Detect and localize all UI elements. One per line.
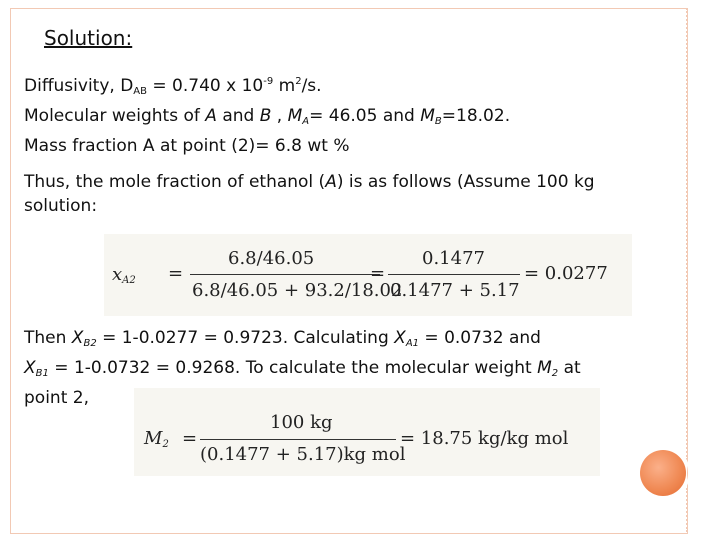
then-line-2: $X_{B1} = 1-0.0732 = 0.9268$. To calculate the molecular weight $M_2$ at [24, 358, 581, 379]
mole-fraction-equation [104, 234, 632, 316]
eq1-fraction-bar-2 [388, 274, 520, 275]
eq1-equals: = [168, 263, 184, 284]
thus-line-2: solution: [24, 196, 98, 216]
eq1-numerator-1: 6.8/46.05 [228, 248, 315, 269]
slide-title: Solution: [44, 26, 133, 50]
eq2-equals: = [182, 428, 198, 449]
eq1-lhs: $x_{A2}$ [112, 264, 136, 286]
eq1-equals-2: = [370, 263, 386, 284]
eq2-lhs: $M_2$ [144, 428, 169, 450]
eq1-numerator-2: 0.1477 [422, 248, 485, 269]
diffusivity-line: Diffusivity, $D_{AB} = 0.740$ x $10^{-9}$ $m^2/s$. [24, 76, 322, 97]
given-paragraph [24, 70, 510, 158]
eq1-result: = 0.0277 [524, 263, 608, 284]
molecular-weights-line: Molecular weights of A and B , $M_A= 46.05$ and $M_B=18.02$. [24, 106, 511, 127]
slide-side-rule [686, 8, 688, 460]
eq2-fraction-bar [200, 439, 396, 440]
eq2-denominator: (0.1477 + 5.17)kg mol [200, 444, 406, 465]
mass-fraction-line: Mass fraction A at point (2)= 6.8 wt % [24, 136, 350, 156]
eq2-numerator: 100 kg [270, 412, 333, 433]
then-line-1: Then $X_{B2} = 1-0.0277 = 0.9723$. Calculating $X_{A1} = 0.0732$ and [24, 328, 541, 349]
thus-line-1: Thus, the mole fraction of ethanol (A) is as follows (Assume 100 kg [24, 172, 595, 192]
eq1-denominator-1: 6.8/46.05 + 93.2/18.02 [192, 280, 403, 301]
thus-paragraph [24, 170, 595, 218]
eq1-fraction-bar-1 [190, 274, 380, 275]
eq2-result: = 18.75 kg/kg mol [400, 428, 569, 449]
decorative-dot-ring [636, 446, 690, 500]
molecular-weight-equation [134, 388, 600, 476]
then-line-3: point 2, [24, 388, 89, 408]
slide-side-rule-lower [686, 488, 688, 532]
eq1-denominator-2: 0.1477 + 5.17 [390, 280, 520, 301]
